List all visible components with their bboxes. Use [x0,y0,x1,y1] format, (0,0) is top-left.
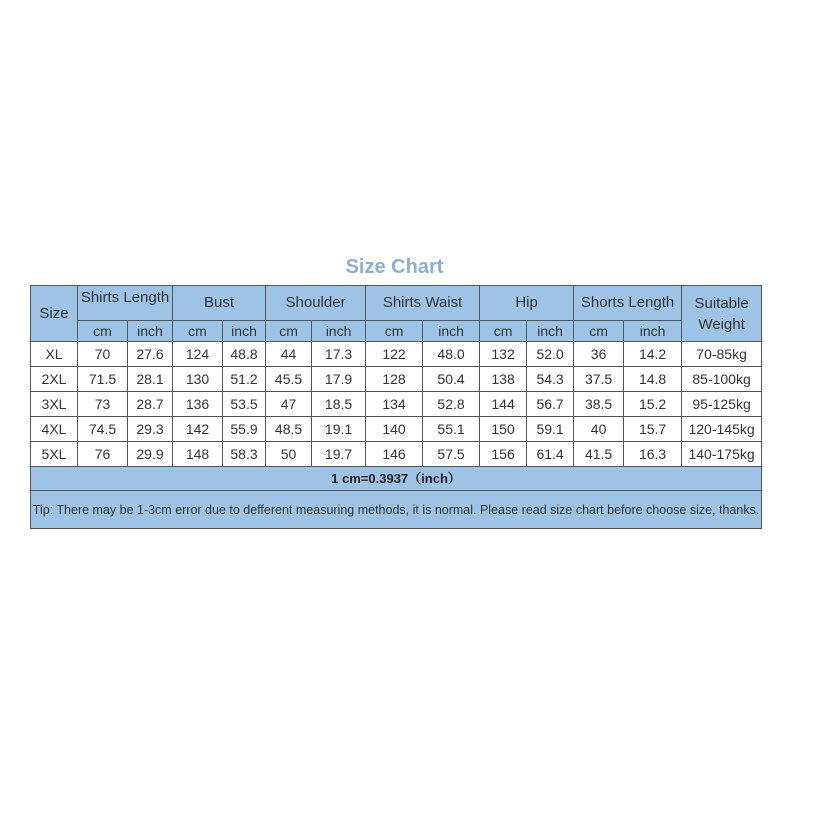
value-cell: 17.9 [312,367,366,392]
value-cell: 19.7 [312,442,366,467]
value-cell: 16.3 [624,442,682,467]
value-cell: 29.3 [128,417,173,442]
unit-cm: cm [366,321,423,342]
unit-cm: cm [78,321,128,342]
value-cell: 37.5 [574,367,624,392]
unit-cm: cm [574,321,624,342]
value-cell: 17.3 [312,342,366,367]
value-cell: 53.5 [223,392,266,417]
value-cell: 55.9 [223,417,266,442]
value-cell: 156 [480,442,527,467]
value-cell: 55.1 [423,417,480,442]
value-cell: 48.8 [223,342,266,367]
value-cell: 50.4 [423,367,480,392]
conversion-row [31,467,762,491]
value-cell: 128 [366,367,423,392]
header-bust: Bust [173,286,266,321]
value-cell: 18.5 [312,392,366,417]
value-cell: 58.3 [223,442,266,467]
table-row [31,342,762,367]
conversion-note: 1 cm=0.3937（inch） [31,467,762,491]
size-cell: 4XL [31,417,78,442]
weight-cell: 120-145kg [682,417,762,442]
value-cell: 27.6 [128,342,173,367]
value-cell: 56.7 [527,392,574,417]
header-shirts-length-label: Shirts Length [80,289,170,306]
size-chart-title: Size Chart [345,256,444,278]
header-shirts-length [78,286,173,321]
unit-inch: inch [624,321,682,342]
value-cell: 122 [366,342,423,367]
header-hip: Hip [480,286,574,321]
size-cell: 2XL [31,367,78,392]
value-cell: 48.5 [266,417,312,442]
size-cell: 5XL [31,442,78,467]
value-cell: 61.4 [527,442,574,467]
value-cell: 48.0 [423,342,480,367]
value-cell: 28.1 [128,367,173,392]
value-cell: 134 [366,392,423,417]
table-row [31,367,762,392]
header-shirts-waist: Shirts Waist [366,286,480,321]
unit-inch: inch [223,321,266,342]
value-cell: 14.2 [624,342,682,367]
value-cell: 15.2 [624,392,682,417]
weight-cell: 70-85kg [682,342,762,367]
value-cell: 140 [366,417,423,442]
value-cell: 54.3 [527,367,574,392]
size-chart-table [30,285,762,529]
value-cell: 51.2 [223,367,266,392]
tip-row [31,491,762,529]
value-cell: 74.5 [78,417,128,442]
table-row [31,417,762,442]
value-cell: 14.8 [624,367,682,392]
value-cell: 138 [480,367,527,392]
value-cell: 57.5 [423,442,480,467]
value-cell: 28.7 [128,392,173,417]
value-cell: 130 [173,367,223,392]
tip-note: Tip: There may be 1-3cm error due to defferent measuring methods, it is normal. Please read size chart before choose size, thanks. [31,491,762,529]
value-cell: 41.5 [574,442,624,467]
unit-inch: inch [312,321,366,342]
value-cell: 38.5 [574,392,624,417]
weight-cell: 85-100kg [682,367,762,392]
size-cell: XL [31,342,78,367]
header-row [31,286,762,321]
weight-cell: 95-125kg [682,392,762,417]
unit-inch: inch [527,321,574,342]
table-row [31,442,762,467]
header-shorts-length: Shorts Length [574,286,682,321]
value-cell: 132 [480,342,527,367]
value-cell: 15.7 [624,417,682,442]
value-cell: 45.5 [266,367,312,392]
value-cell: 144 [480,392,527,417]
unit-cm: cm [173,321,223,342]
value-cell: 36 [574,342,624,367]
header-size: Size [31,286,78,342]
unit-inch: inch [423,321,480,342]
value-cell: 50 [266,442,312,467]
value-cell: 76 [78,442,128,467]
value-cell: 136 [173,392,223,417]
value-cell: 71.5 [78,367,128,392]
value-cell: 148 [173,442,223,467]
value-cell: 19.1 [312,417,366,442]
header-suitable-weight: Suitable Weight [682,286,762,342]
header-shoulder: Shoulder [266,286,366,321]
weight-cell: 140-175kg [682,442,762,467]
table-row [31,392,762,417]
value-cell: 52.0 [527,342,574,367]
unit-cm: cm [266,321,312,342]
value-cell: 40 [574,417,624,442]
value-cell: 146 [366,442,423,467]
unit-inch: inch [128,321,173,342]
value-cell: 70 [78,342,128,367]
value-cell: 124 [173,342,223,367]
value-cell: 59.1 [527,417,574,442]
value-cell: 150 [480,417,527,442]
value-cell: 29.9 [128,442,173,467]
unit-cm: cm [480,321,527,342]
value-cell: 52.8 [423,392,480,417]
value-cell: 47 [266,392,312,417]
unit-row [31,321,762,342]
value-cell: 73 [78,392,128,417]
value-cell: 142 [173,417,223,442]
value-cell: 44 [266,342,312,367]
size-cell: 3XL [31,392,78,417]
